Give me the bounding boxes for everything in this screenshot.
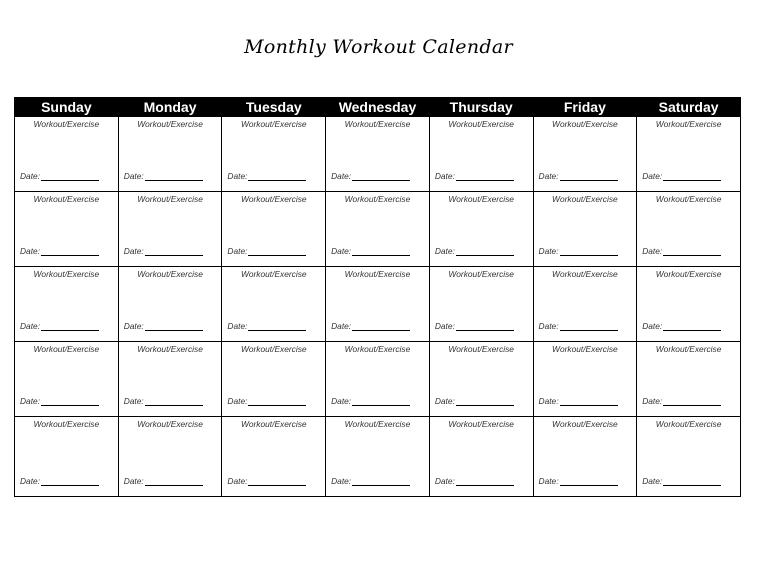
workout-exercise-label: Workout/Exercise bbox=[344, 419, 411, 429]
date-label: Date: bbox=[331, 476, 352, 486]
workout-exercise-label: Workout/Exercise bbox=[344, 269, 411, 279]
day-cell-monday[interactable] bbox=[118, 417, 222, 497]
date-field[interactable] bbox=[124, 321, 203, 331]
workout-exercise-label: Workout/Exercise bbox=[344, 119, 411, 129]
day-header-tuesday: Tuesday bbox=[222, 97, 326, 117]
workout-exercise-label: Workout/Exercise bbox=[448, 119, 514, 129]
day-cell-friday[interactable] bbox=[533, 192, 637, 267]
calendar-title: Monthly Workout Calendar bbox=[244, 36, 513, 58]
date-blank-line[interactable] bbox=[456, 247, 514, 256]
date-label: Date: bbox=[20, 171, 41, 181]
date-blank-line[interactable] bbox=[248, 477, 306, 486]
date-label: Date: bbox=[123, 171, 144, 181]
date-blank-line[interactable] bbox=[41, 172, 99, 181]
day-cell-monday[interactable] bbox=[118, 192, 222, 267]
workout-exercise-label: Workout/Exercise bbox=[655, 194, 722, 204]
date-label: Date: bbox=[331, 171, 352, 181]
day-cell-thursday[interactable] bbox=[429, 417, 533, 497]
date-field[interactable] bbox=[642, 246, 721, 256]
day-cell-saturday[interactable] bbox=[637, 192, 741, 267]
day-cell-friday[interactable] bbox=[533, 117, 637, 192]
day-header-sunday: Sunday bbox=[15, 97, 119, 117]
date-label: Date: bbox=[331, 396, 352, 406]
workout-exercise-label: Workout/Exercise bbox=[448, 269, 514, 279]
day-cell-monday[interactable] bbox=[118, 342, 222, 417]
date-label: Date: bbox=[434, 246, 455, 256]
date-field[interactable] bbox=[331, 396, 410, 406]
date-field[interactable] bbox=[124, 171, 203, 181]
date-blank-line[interactable] bbox=[41, 397, 99, 406]
week-row bbox=[15, 267, 741, 342]
workout-exercise-label: Workout/Exercise bbox=[552, 344, 618, 354]
date-label: Date: bbox=[331, 321, 352, 331]
day-cell-thursday[interactable] bbox=[429, 267, 533, 342]
workout-exercise-label: Workout/Exercise bbox=[240, 269, 307, 279]
day-cell-friday[interactable] bbox=[533, 417, 637, 497]
workout-exercise-label: Workout/Exercise bbox=[137, 119, 203, 129]
day-cell-sunday[interactable] bbox=[15, 267, 119, 342]
date-field[interactable] bbox=[20, 246, 99, 256]
day-cell-thursday[interactable] bbox=[429, 117, 533, 192]
date-label: Date: bbox=[538, 171, 559, 181]
date-field[interactable] bbox=[331, 171, 410, 181]
workout-exercise-label: Workout/Exercise bbox=[552, 419, 618, 429]
date-label: Date: bbox=[642, 171, 663, 181]
day-header-wednesday: Wednesday bbox=[326, 97, 430, 117]
workout-exercise-label: Workout/Exercise bbox=[33, 269, 100, 279]
date-field[interactable] bbox=[20, 171, 99, 181]
day-header-saturday: Saturday bbox=[637, 97, 741, 117]
workout-exercise-label: Workout/Exercise bbox=[137, 344, 203, 354]
workout-exercise-label: Workout/Exercise bbox=[33, 119, 100, 129]
date-field[interactable] bbox=[20, 396, 99, 406]
weekday-header-row bbox=[15, 97, 741, 117]
date-label: Date: bbox=[227, 246, 248, 256]
date-label: Date: bbox=[123, 246, 144, 256]
week-row bbox=[15, 192, 741, 267]
date-field[interactable] bbox=[331, 246, 410, 256]
date-blank-line[interactable] bbox=[560, 322, 618, 331]
workout-exercise-label: Workout/Exercise bbox=[137, 269, 203, 279]
workout-exercise-label: Workout/Exercise bbox=[33, 419, 100, 429]
date-field[interactable] bbox=[539, 246, 618, 256]
date-blank-line[interactable] bbox=[560, 247, 618, 256]
workout-exercise-label: Workout/Exercise bbox=[344, 194, 411, 204]
date-field[interactable] bbox=[435, 246, 514, 256]
date-blank-line[interactable] bbox=[248, 397, 306, 406]
workout-exercise-label: Workout/Exercise bbox=[33, 194, 100, 204]
date-field[interactable] bbox=[435, 171, 514, 181]
day-cell-monday[interactable] bbox=[118, 267, 222, 342]
date-field[interactable] bbox=[227, 171, 306, 181]
date-label: Date: bbox=[227, 396, 248, 406]
workout-exercise-label: Workout/Exercise bbox=[552, 269, 618, 279]
workout-exercise-label: Workout/Exercise bbox=[137, 194, 203, 204]
date-field[interactable] bbox=[642, 476, 721, 486]
workout-calendar-table bbox=[14, 97, 741, 497]
date-field[interactable] bbox=[20, 321, 99, 331]
day-cell-tuesday[interactable] bbox=[222, 342, 326, 417]
date-label: Date: bbox=[123, 321, 144, 331]
date-label: Date: bbox=[642, 476, 663, 486]
date-blank-line[interactable] bbox=[248, 322, 306, 331]
day-cell-wednesday[interactable] bbox=[326, 417, 430, 497]
date-field[interactable] bbox=[20, 476, 99, 486]
date-label: Date: bbox=[538, 246, 559, 256]
day-header-friday: Friday bbox=[533, 97, 637, 117]
date-blank-line[interactable] bbox=[145, 322, 203, 331]
date-label: Date: bbox=[434, 171, 455, 181]
day-cell-saturday[interactable] bbox=[637, 342, 741, 417]
day-cell-wednesday[interactable] bbox=[326, 192, 430, 267]
workout-exercise-label: Workout/Exercise bbox=[448, 194, 514, 204]
day-cell-sunday[interactable] bbox=[15, 417, 119, 497]
week-row bbox=[15, 342, 741, 417]
date-label: Date: bbox=[20, 321, 41, 331]
date-field[interactable] bbox=[227, 476, 306, 486]
date-label: Date: bbox=[434, 321, 455, 331]
date-blank-line[interactable] bbox=[145, 172, 203, 181]
day-cell-wednesday[interactable] bbox=[326, 117, 430, 192]
date-blank-line[interactable] bbox=[248, 247, 306, 256]
date-field[interactable] bbox=[642, 171, 721, 181]
workout-exercise-label: Workout/Exercise bbox=[655, 269, 722, 279]
date-field[interactable] bbox=[539, 396, 618, 406]
date-blank-line[interactable] bbox=[456, 397, 514, 406]
workout-exercise-label: Workout/Exercise bbox=[655, 344, 722, 354]
workout-exercise-label: Workout/Exercise bbox=[344, 344, 411, 354]
date-label: Date: bbox=[20, 396, 41, 406]
day-cell-saturday[interactable] bbox=[637, 417, 741, 497]
date-blank-line[interactable] bbox=[41, 322, 99, 331]
date-blank-line[interactable] bbox=[456, 322, 514, 331]
date-label: Date: bbox=[123, 476, 144, 486]
date-field[interactable] bbox=[642, 321, 721, 331]
workout-exercise-label: Workout/Exercise bbox=[240, 419, 307, 429]
workout-exercise-label: Workout/Exercise bbox=[240, 194, 307, 204]
workout-exercise-label: Workout/Exercise bbox=[448, 419, 514, 429]
day-cell-saturday[interactable] bbox=[637, 267, 741, 342]
workout-exercise-label: Workout/Exercise bbox=[655, 419, 722, 429]
date-blank-line[interactable] bbox=[456, 477, 514, 486]
date-blank-line[interactable] bbox=[352, 247, 410, 256]
week-row bbox=[15, 417, 741, 497]
date-blank-line[interactable] bbox=[145, 397, 203, 406]
date-field[interactable] bbox=[227, 396, 306, 406]
date-label: Date: bbox=[434, 476, 455, 486]
date-blank-line[interactable] bbox=[663, 247, 721, 256]
date-label: Date: bbox=[20, 476, 41, 486]
date-blank-line[interactable] bbox=[352, 397, 410, 406]
date-blank-line[interactable] bbox=[560, 477, 618, 486]
date-blank-line[interactable] bbox=[145, 477, 203, 486]
date-blank-line[interactable] bbox=[41, 477, 99, 486]
day-cell-tuesday[interactable] bbox=[222, 267, 326, 342]
date-label: Date: bbox=[642, 396, 663, 406]
day-cell-wednesday[interactable] bbox=[326, 267, 430, 342]
workout-exercise-label: Workout/Exercise bbox=[240, 119, 307, 129]
day-header-thursday: Thursday bbox=[429, 97, 533, 117]
day-cell-thursday[interactable] bbox=[429, 192, 533, 267]
day-cell-tuesday[interactable] bbox=[222, 117, 326, 192]
date-blank-line[interactable] bbox=[352, 477, 410, 486]
workout-exercise-label: Workout/Exercise bbox=[33, 344, 100, 354]
day-cell-tuesday[interactable] bbox=[222, 417, 326, 497]
date-label: Date: bbox=[227, 171, 248, 181]
date-blank-line[interactable] bbox=[248, 172, 306, 181]
date-blank-line[interactable] bbox=[352, 172, 410, 181]
date-field[interactable] bbox=[539, 321, 618, 331]
date-blank-line[interactable] bbox=[663, 322, 721, 331]
date-field[interactable] bbox=[227, 246, 306, 256]
date-label: Date: bbox=[538, 396, 559, 406]
date-label: Date: bbox=[642, 321, 663, 331]
day-header-monday: Monday bbox=[118, 97, 222, 117]
date-field[interactable] bbox=[124, 246, 203, 256]
date-field[interactable] bbox=[539, 476, 618, 486]
date-field[interactable] bbox=[124, 396, 203, 406]
day-cell-sunday[interactable] bbox=[15, 192, 119, 267]
workout-exercise-label: Workout/Exercise bbox=[552, 119, 618, 129]
date-field[interactable] bbox=[435, 476, 514, 486]
date-blank-line[interactable] bbox=[145, 247, 203, 256]
date-blank-line[interactable] bbox=[560, 172, 618, 181]
date-label: Date: bbox=[227, 321, 248, 331]
date-blank-line[interactable] bbox=[352, 322, 410, 331]
workout-exercise-label: Workout/Exercise bbox=[655, 119, 722, 129]
date-field[interactable] bbox=[435, 321, 514, 331]
date-blank-line[interactable] bbox=[663, 397, 721, 406]
date-blank-line[interactable] bbox=[560, 397, 618, 406]
workout-exercise-label: Workout/Exercise bbox=[137, 419, 203, 429]
day-cell-sunday[interactable] bbox=[15, 117, 119, 192]
day-cell-thursday[interactable] bbox=[429, 342, 533, 417]
workout-exercise-label: Workout/Exercise bbox=[240, 344, 307, 354]
date-field[interactable] bbox=[331, 476, 410, 486]
date-label: Date: bbox=[331, 246, 352, 256]
date-label: Date: bbox=[538, 476, 559, 486]
date-field[interactable] bbox=[435, 396, 514, 406]
date-blank-line[interactable] bbox=[663, 172, 721, 181]
day-cell-monday[interactable] bbox=[118, 117, 222, 192]
day-cell-wednesday[interactable] bbox=[326, 342, 430, 417]
day-cell-friday[interactable] bbox=[533, 342, 637, 417]
date-field[interactable] bbox=[227, 321, 306, 331]
date-label: Date: bbox=[20, 246, 41, 256]
date-blank-line[interactable] bbox=[41, 247, 99, 256]
date-label: Date: bbox=[434, 396, 455, 406]
workout-exercise-label: Workout/Exercise bbox=[552, 194, 618, 204]
date-field[interactable] bbox=[642, 396, 721, 406]
week-row bbox=[15, 117, 741, 192]
date-label: Date: bbox=[642, 246, 663, 256]
date-blank-line[interactable] bbox=[456, 172, 514, 181]
date-field[interactable] bbox=[124, 476, 203, 486]
date-field[interactable] bbox=[331, 321, 410, 331]
day-cell-saturday[interactable] bbox=[637, 117, 741, 192]
day-cell-friday[interactable] bbox=[533, 267, 637, 342]
day-cell-tuesday[interactable] bbox=[222, 192, 326, 267]
date-label: Date: bbox=[123, 396, 144, 406]
workout-exercise-label: Workout/Exercise bbox=[448, 344, 514, 354]
date-label: Date: bbox=[227, 476, 248, 486]
date-blank-line[interactable] bbox=[663, 477, 721, 486]
date-field[interactable] bbox=[539, 171, 618, 181]
date-label: Date: bbox=[538, 321, 559, 331]
day-cell-sunday[interactable] bbox=[15, 342, 119, 417]
